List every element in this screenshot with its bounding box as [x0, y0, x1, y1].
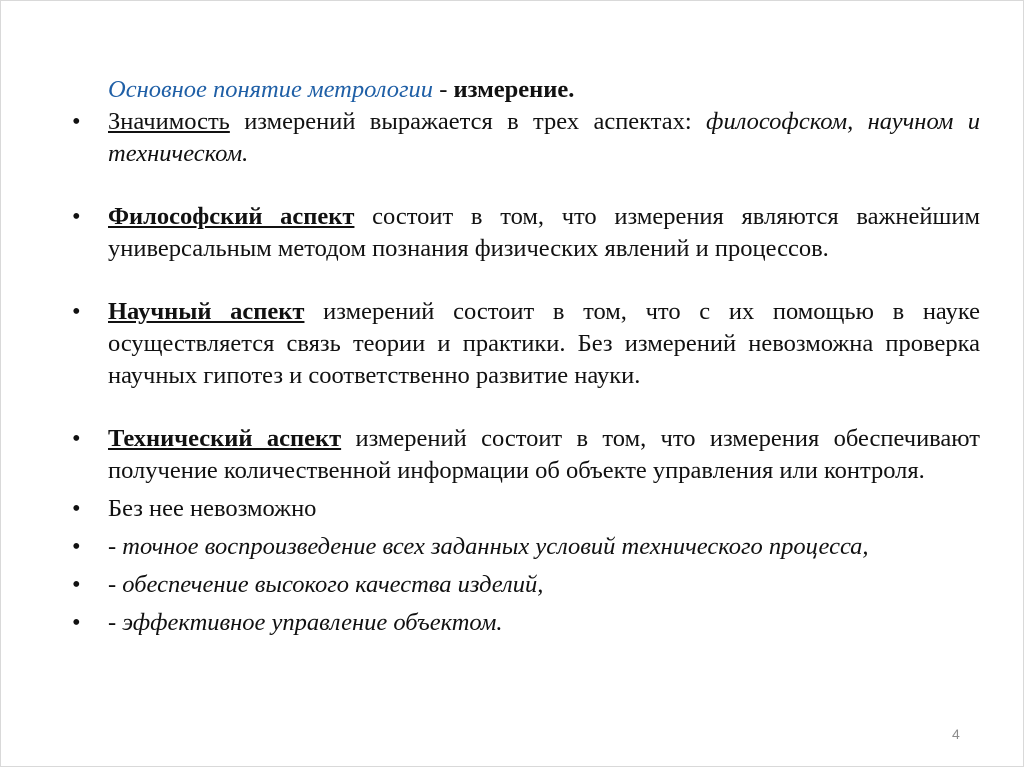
list-item-quality: [72, 569, 980, 601]
list-item-philosophical: [72, 201, 980, 265]
list-item-text: [108, 106, 980, 170]
scientific-text: измерений состоит в том, что с их помощью в науке осуществляется связь теории и практики. Без измерений невозможна проверка научных гипотез и соответственно развитие науки.: [108, 298, 980, 389]
bullet: •: [72, 425, 81, 452]
list-item-text: [108, 201, 980, 265]
scientific-term: Научный аспект: [108, 298, 305, 325]
list-item-text: - эффективное управление объектом.: [108, 609, 503, 636]
list-item-control: [72, 607, 980, 639]
significance-term: Значимость: [108, 108, 230, 135]
intro-main-concept: измерение.: [453, 76, 575, 103]
intro-dash: -: [433, 76, 454, 103]
list-item-text: - точное воспроизведение всех заданных условий технического процесса,: [108, 533, 869, 560]
bullet: •: [72, 571, 81, 598]
technical-text: измерений состоит в том, что измерения обеспечивают получение количественной информации об объекте управления или контроля.: [108, 425, 980, 484]
bullet: •: [72, 495, 81, 522]
list-item-without-it: [72, 493, 980, 525]
bullet: •: [72, 609, 81, 636]
list-item-scientific: [72, 296, 980, 392]
technical-term: Технический аспект: [108, 425, 342, 452]
significance-text: измерений выражается в трех аспектах:: [229, 108, 707, 135]
page-number: 4: [952, 726, 960, 742]
significance-aspects: философском, научном и техническом.: [108, 108, 980, 167]
bullet: •: [72, 298, 81, 325]
list-item-text: Без нее невозможно: [108, 495, 317, 522]
list-item-text: [108, 423, 980, 487]
bullet: •: [72, 108, 81, 135]
philosophical-term: Философский аспект: [108, 203, 355, 230]
intro-line: [108, 74, 980, 106]
list-item-reproduction: [72, 531, 980, 563]
philosophical-text: состоит в том, что измерения являются важнейшим универсальным методом познания физических явлений и процессов.: [108, 203, 980, 262]
intro-term: Основное понятие метрологии: [108, 76, 434, 103]
bullet: •: [72, 203, 81, 230]
bullet: •: [72, 533, 81, 560]
list-item-text: [108, 296, 980, 392]
list-item-text: - обеспечение высокого качества изделий,: [108, 571, 544, 598]
list-item-significance: [72, 106, 980, 170]
list-item-technical: [72, 423, 980, 487]
slide-content: [72, 74, 980, 639]
